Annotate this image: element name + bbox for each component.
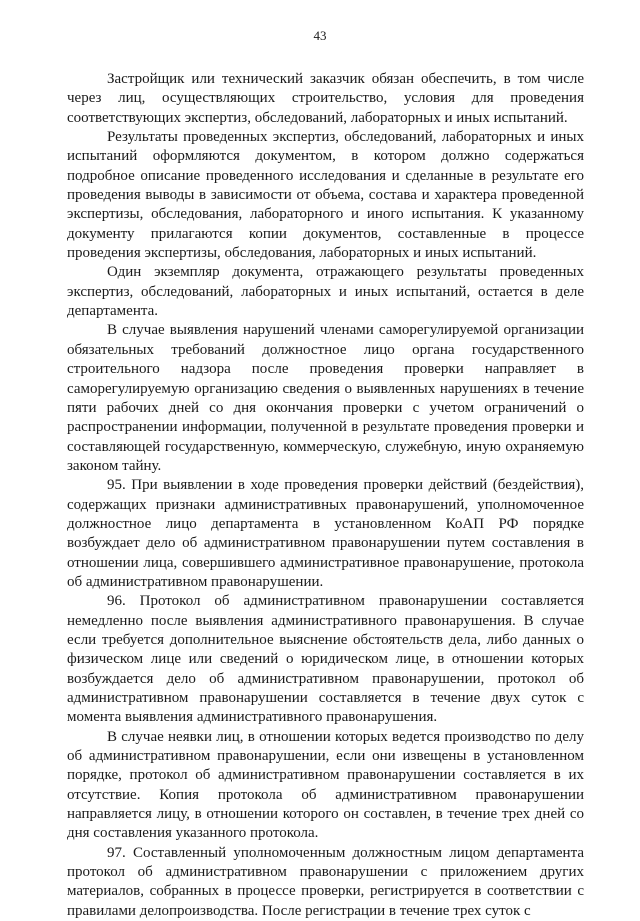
page-number: 43 bbox=[313, 28, 327, 43]
paragraph-sro-violations: В случае выявления нарушений членами саморегулируемой организации обязательных требований должностное лицо органа государственного строительного надзора после проведения проверки направляет в саморегулируемую организацию сведения о выявленных нарушениях в течение пяти рабочих дней со дня окончания проверки с учетом ограничений о распространении информации, полученной в результате проведения проверки и составляющей государственную, коммерческую, служебную, иную охраняемую законом тайну. bbox=[67, 322, 584, 474]
paragraph-copy-retained: Один экземпляр документа, отражающего результаты проведенных экспертиз, обследований, лабораторных и иных испытаний, остается в деле департамента. bbox=[67, 264, 584, 320]
paragraph-absence-protocol: В случае неявки лиц, в отношении которых ведется производство по делу об административном правонарушении, если они извещены в установленном порядке, протокол об административном правонарушении составляется в их отсутствие. Копия протокола об административном правонарушении направляется лицу, в отношении которого он составлен, в течение трех дней со дня составления указанного протокола. bbox=[67, 728, 584, 842]
paragraph-item-97: 97. Составленный уполномоченным должностным лицом департамента протокол об административном правонарушении с приложением других материалов, собранных в процессе проверки, регистрируется в соответствии с правилами делопроизводства. После регистрации в течение трех суток с bbox=[67, 844, 584, 919]
paragraph-item-96: 96. Протокол об административном правонарушении составляется немедленно после выявления административного правонарушения. В случае если требуется дополнительное выяснение обстоятельств дела, либо данных о физическом лице или сведений о юридическом лице, в отношении которых возбуждается дело об административном правонарушении, протокол об административном правонарушении составляется в течение двух суток с момента выявления административного правонарушения. bbox=[67, 593, 584, 726]
paragraph-developer-obligation: Застройщик или технический заказчик обязан обеспечить, в том числе через лиц, осуществляющих строительство, условия для проведения соответствующих экспертиз, обследований, лабораторных и иных испытаний. bbox=[67, 71, 584, 126]
paragraph-results-document: Результаты проведенных экспертиз, обследований, лабораторных и иных испытаний оформляются документом, в котором должно содержаться подробное описание проведенного исследования и сделанные в результате его проведения выводы в зависимости от объема, состава и характера проведенной экспертизы, обследования, лабораторного и иного испытания. К указанному документу прилагаются копии документов, составленные в процессе проведения экспертизы, обследования, лабораторных и иных испытаний. bbox=[67, 129, 584, 262]
document-body bbox=[67, 70, 584, 921]
paragraph-item-95: 95. При выявлении в ходе проведения проверки действий (бездействия), содержащих признаки административных правонарушений, уполномоченное должностное лицо департамента в установленном КоАП РФ порядке возбуждает дело об административном правонарушении путем составления в отношении лица, совершившего административное правонарушение, протокола об административном правонарушении. bbox=[67, 477, 584, 590]
